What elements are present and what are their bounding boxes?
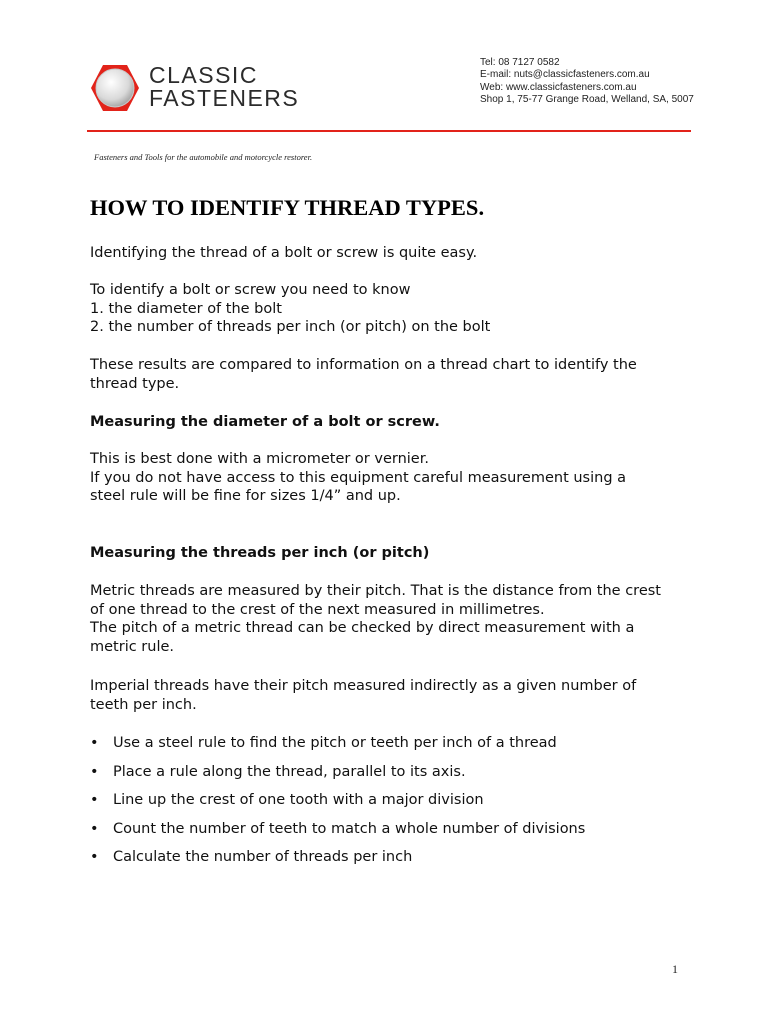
contact-phone: Tel: 08 7127 0582: [480, 57, 560, 68]
company-logo: [89, 60, 319, 116]
brand-line-2: FASTENERS: [149, 85, 300, 111]
contact-block: [480, 57, 694, 107]
contact-web: Web: www.classicfasteners.com.au: [480, 81, 637, 93]
intro-paragraph: Identifying the thread of a bolt or screw is quite easy.: [90, 245, 478, 261]
need-lead: To identify a bolt or screw you need to know: [90, 282, 411, 298]
hex-nut-logo-icon: [89, 62, 141, 114]
list-item: [90, 820, 585, 849]
need-list: [90, 281, 680, 337]
bullet-text: Line up the crest of one tooth with a major division: [113, 792, 484, 808]
metric-paragraph: [90, 582, 665, 656]
bullet-text: Calculate the number of threads per inch: [113, 849, 413, 865]
bullet-icon: •: [90, 763, 99, 780]
list-item: [90, 763, 585, 792]
diameter-line-2: If you do not have access to this equipment careful measurement using a steel rule will be fine for sizes 1/4” and up.: [90, 469, 627, 505]
page-title: HOW TO IDENTIFY THREAD TYPES.: [90, 195, 485, 220]
compare-paragraph: These results are compared to information on a thread chart to identify the thread type.: [90, 357, 637, 392]
bullet-icon: •: [90, 792, 99, 808]
bullet-text: Place a rule along the thread, parallel to its axis.: [113, 763, 466, 780]
bullet-text: Use a steel rule to find the pitch or teeth per inch of a thread: [113, 735, 557, 751]
bullet-icon: •: [90, 849, 99, 865]
brand-name: [149, 64, 299, 110]
heading-threads: Measuring the threads per inch (or pitch): [90, 545, 430, 561]
contact-address: Shop 1, 75-77 Grange Road, Welland, SA, 5007: [480, 94, 694, 106]
diameter-line-1: This is best done with a micrometer or vernier.: [90, 451, 429, 467]
metric-line-1: Metric threads are measured by their pitch. That is the distance from the crest of one thread to the crest of the next measured in millimetres.: [90, 583, 661, 618]
brand-line-1: CLASSIC: [149, 62, 258, 88]
bullet-icon: •: [90, 820, 99, 837]
bullet-text: Count the number of teeth to match a whole number of divisions: [113, 820, 586, 837]
metric-line-2: The pitch of a metric thread can be checked by direct measurement with a metric rule.: [90, 620, 635, 655]
imperial-paragraph: Imperial threads have their pitch measured indirectly as a given number of teeth per inch.: [90, 678, 637, 713]
need-item-1: 1. the diameter of the bolt: [90, 300, 282, 317]
tagline: Fasteners and Tools for the automobile and motorcycle restorer.: [94, 152, 313, 162]
need-item-2: 2. the number of threads per inch (or pitch) on the bolt: [90, 319, 491, 336]
diameter-paragraph: [90, 450, 665, 506]
header-divider: [87, 130, 691, 132]
bullet-icon: •: [90, 735, 99, 751]
heading-diameter: Measuring the diameter of a bolt or screw.: [90, 414, 440, 430]
list-item: [90, 734, 585, 763]
list-item: [90, 848, 585, 877]
page-number: 1: [672, 962, 678, 976]
bullet-list: [90, 734, 585, 877]
list-item: [90, 791, 585, 820]
contact-email: E-mail: nuts@classicfasteners.com.au: [480, 69, 650, 81]
